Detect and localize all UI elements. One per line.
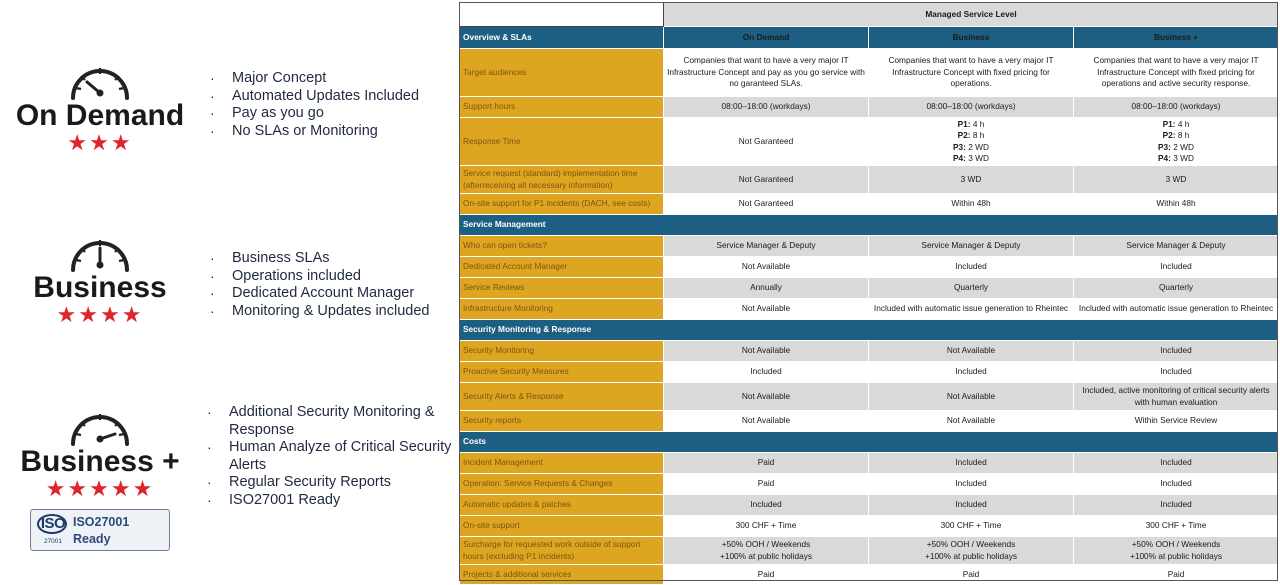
feature-item: · Human Analyze of Critical Security Alerts [207,439,457,474]
table-row: Security Monitoring Not Available Not Available Included [460,341,1279,362]
managed-service-level-header: Managed Service Level [664,3,1279,27]
iso-badge-text: ISO27001 Ready [73,515,130,546]
rating-stars: ★★★ [67,130,133,155]
tier-business-features [210,250,429,320]
tier-on-demand [0,60,200,154]
table-row: Automatic updates & patches Included Included Included [460,495,1279,516]
tier-business-plus-features [207,404,457,509]
feature-item: · ISO27001 Ready [207,492,457,510]
section-header: Costs [460,432,1279,453]
feature-item: · Dedicated Account Manager [210,285,429,303]
rating-stars: ★★★★★ [45,476,155,501]
feature-item: · Regular Security Reports [207,474,457,492]
column-header-business-plus: Business + [1074,27,1279,49]
iso27001-badge [30,509,170,551]
column-header-on-demand: On Demand [664,27,869,49]
table-row: Operation: Service Requests & Changes Paid Included Included [460,474,1279,495]
table-row: On-site support 300 CHF + Time 300 CHF + Time 300 CHF + Time [460,516,1279,537]
table-row: Proactive Security Measures Included Included Included [460,362,1279,383]
column-header-business: Business [869,27,1074,49]
tier-business-plus [0,406,200,500]
table-row: Who can open tickets? Service Manager & Deputy Service Manager & Deputy Service Manager & Deputy [460,236,1279,257]
speedometer-icon [67,406,133,446]
tier-title: On Demand [15,99,185,132]
table-row: Security reports Not Available Not Available Within Service Review [460,411,1279,432]
feature-item: · Operations included [210,268,429,286]
table-row: Dedicated Account Manager Not Available Included Included [460,257,1279,278]
tier-title: Business + [20,445,180,478]
table-top-header [460,3,1279,27]
table-row: Infrastructure Monitoring Not Available Included with automatic issue generation to Rheintec Included with automatic issue generation to Rheintec [460,299,1279,320]
tier-on-demand-features [210,70,419,140]
priority-list: P1: 4 h P2: 8 h P3: 2 WD P4: 3 WD [869,118,1074,166]
rating-stars: ★★★★ [56,302,144,327]
table-row: Service request (standard) implementation time (afterreceiving all necessary information) Not Garanteed 3 WD 3 WD [460,166,1279,194]
table-row: Incident Management Paid Included Included [460,453,1279,474]
priority-list: P1: 4 h P2: 8 h P3: 2 WD P4: 3 WD [1074,118,1279,166]
feature-item: · No SLAs or Monitoring [210,123,419,141]
table-row: On-site support for P1 incidents (DACH, see costs) Not Garanteed Within 48h Within 48h [460,194,1279,215]
speedometer-icon [67,232,133,272]
iso-logo-icon: ISO 27001 [36,515,70,547]
tier-business [0,232,200,326]
table-row: Projects & additional services Paid Paid Paid [460,565,1279,585]
table-row: Target audiences Companies that want to have a very major IT Infrastructure Concept and pay as you go service with no garanteed SLAs. Companies that want to have a very major IT Infrastructure Concept with fixed pricing for operations. Companies that want to have a very major IT Infrastructure Concept with fixed pricing for operations and active security response. [460,49,1279,97]
section-header: Security Monitoring & Response [460,320,1279,341]
table-row: Support hours 08:00–18:00 (workdays) 08:00–18:00 (workdays) 08:00–18:00 (workdays) [460,97,1279,118]
table-row: Security Alerts & Response Not Available Not Available Included, active monitoring of critical security alerts with human evaluation [460,383,1279,411]
table-row: Service Reviews Annually Quarterly Quarterly [460,278,1279,299]
service-level-table [459,2,1279,585]
feature-item: · Business SLAs [210,250,429,268]
table-row: Response Time Not Garanteed P1: 4 h P2: 8 h P3: 2 WD P4: 3 WD P1: 4 h P2: 8 h P3: 2 WD P4: 3 WD [460,118,1279,166]
feature-item: · Automated Updates Included [210,88,419,106]
section-header: Overview & SLAs On Demand Business Business + [460,27,1279,49]
feature-item: · Monitoring & Updates included [210,303,429,321]
tier-title: Business [33,271,167,304]
section-header: Service Management [460,215,1279,236]
feature-item: · Major Concept [210,70,419,88]
feature-item: · Additional Security Monitoring & Response [207,404,457,439]
table-row: Surcharge for requested work outside of support hours (excluding P1 incidents) +50% OOH / Weekends +100% at public holidays +50% OOH / Weekends +100% at public holidays +50% OOH / Weekends +100% at public holidays [460,537,1279,565]
feature-item: · Pay as you go [210,105,419,123]
speedometer-icon [67,60,133,100]
